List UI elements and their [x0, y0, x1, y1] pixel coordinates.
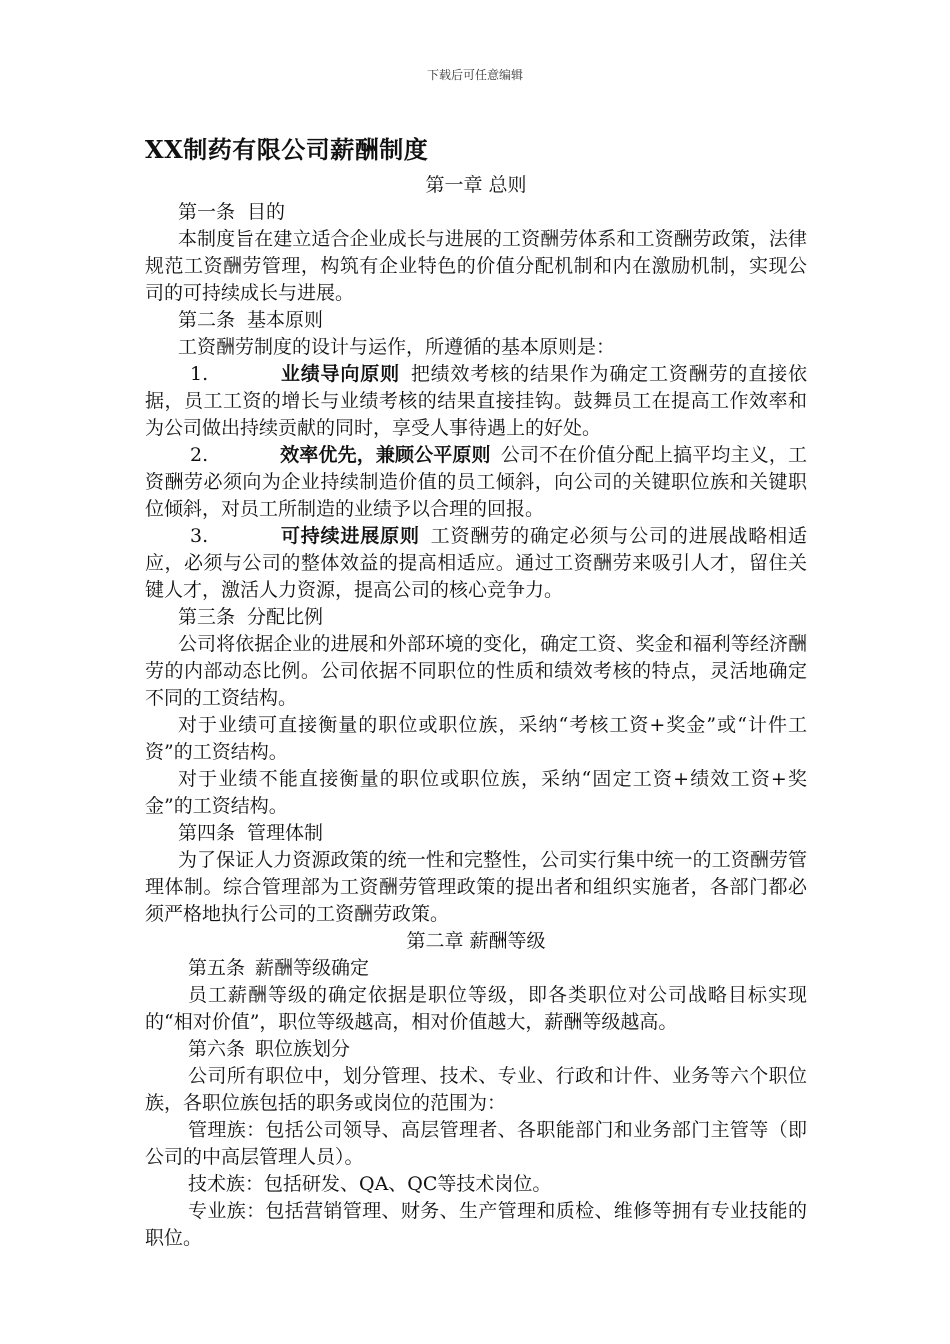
principle-title: 效率优先，兼顾公平原则: [280, 444, 491, 466]
article-number: 第五条: [188, 957, 246, 979]
principle-number: 1.: [190, 363, 209, 385]
article-number: 第一条: [178, 201, 236, 223]
article-6-text: 公司所有职位中，划分管理、技术、专业、行政和计件、业务等六个职位族，各职位族包括的职务或岗位的范围为：: [145, 1065, 807, 1114]
principle-text: 公司不在价值分配上搞平均主义，工资酬劳必须向为企业持续制造价值的员工倾斜，向公司的关键职位族和关键职位倾斜，对员工所制造的业绩予以合理的回报。: [145, 444, 807, 520]
article-name: 基本原则: [247, 309, 324, 331]
principle-title: 可持续进展原则: [280, 525, 420, 547]
article-6-heading: [145, 1036, 807, 1063]
article-number: 第四条: [178, 822, 236, 844]
job-family-item: 管理族：包括公司领导、高层管理者、各职能部门和业务部门主管等（即公司的中高层管理人员）。: [145, 1119, 807, 1168]
article-3-paragraph-1: 公司将依据企业的进展和外部环境的变化，确定工资、奖金和福利等经济酬劳的内部动态比例。公司依据不同职位的性质和绩效考核的特点，灵活地确定不同的工资结构。: [145, 633, 807, 709]
article-2-heading: [145, 307, 807, 334]
article-name: 薪酬等级确定: [255, 957, 370, 979]
job-family-item: 专业族：包括营销管理、财务、生产管理和质检、维修等拥有专业技能的职位。: [145, 1200, 807, 1249]
chapter-2-heading: 第二章 薪酬等级: [406, 930, 546, 952]
principle-item: [145, 442, 807, 523]
chapter-1-heading: 第一章 总则: [425, 174, 527, 196]
principle-item: [145, 361, 807, 442]
principle-title: 业绩导向原则: [280, 363, 400, 385]
principle-number: 3.: [190, 525, 209, 547]
principle-text: 把绩效考核的结果作为确定工资酬劳的直接依据，员工工资的增长与业绩考核的结果直接挂钩。鼓舞员工在提高工作效率和为公司做出持续贡献的同时，享受人事待遇上的好处。: [145, 363, 807, 439]
article-number: 第三条: [178, 606, 236, 628]
article-1-heading: [145, 199, 807, 226]
article-3-paragraph-3: 对于业绩不能直接衡量的职位或职位族，采纳“固定工资+绩效工资+奖金”的工资结构。: [145, 768, 807, 817]
article-3-heading: [145, 604, 807, 631]
article-name: 职位族划分: [255, 1038, 351, 1060]
article-4-heading: [145, 820, 807, 847]
article-number: 第二条: [178, 309, 236, 331]
article-name: 目的: [247, 201, 286, 223]
article-5-text: 员工薪酬等级的确定依据是职位等级，即各类职位对公司战略目标实现的“相对价值”，职位等级越高，相对价值越大，薪酬等级越高。: [145, 984, 807, 1033]
article-2-intro: 工资酬劳制度的设计与运作，所遵循的基本原则是：: [178, 336, 616, 358]
job-family-item: 技术族：包括研发、QA、QC等技术岗位。: [188, 1173, 552, 1195]
article-4-text: 为了保证人力资源政策的统一性和完整性，公司实行集中统一的工资酬劳管理体制。综合管理部为工资酬劳管理政策的提出者和组织实施者，各部门都必须严格地执行公司的工资酬劳政策。: [145, 849, 807, 925]
principle-item: [145, 523, 807, 604]
principle-number: 2.: [190, 444, 209, 466]
article-1-text: 本制度旨在建立适合企业成长与进展的工资酬劳体系和工资酬劳政策，法律规范工资酬劳管理，构筑有企业特色的价值分配机制和内在激励机制，实现公司的可持续成长与进展。: [145, 228, 807, 304]
principle-text: 工资酬劳的确定必须与公司的进展战略相适应，必须与公司的整体效益的提高相适应。通过工资酬劳来吸引人才，留住关键人才，激活人力资源，提高公司的核心竞争力。: [145, 525, 807, 601]
article-name: 分配比例: [247, 606, 324, 628]
document-body: [145, 172, 807, 1252]
article-3-paragraph-2: 对于业绩可直接衡量的职位或职位族，采纳“考核工资+奖金”或“计件工资”的工资结构。: [145, 714, 807, 763]
article-5-heading: [145, 955, 807, 982]
document-title: XX制药有限公司薪酬制度: [145, 135, 429, 164]
article-number: 第六条: [188, 1038, 246, 1060]
header-note: 下载后可任意编辑: [426, 68, 523, 82]
article-name: 管理体制: [247, 822, 324, 844]
